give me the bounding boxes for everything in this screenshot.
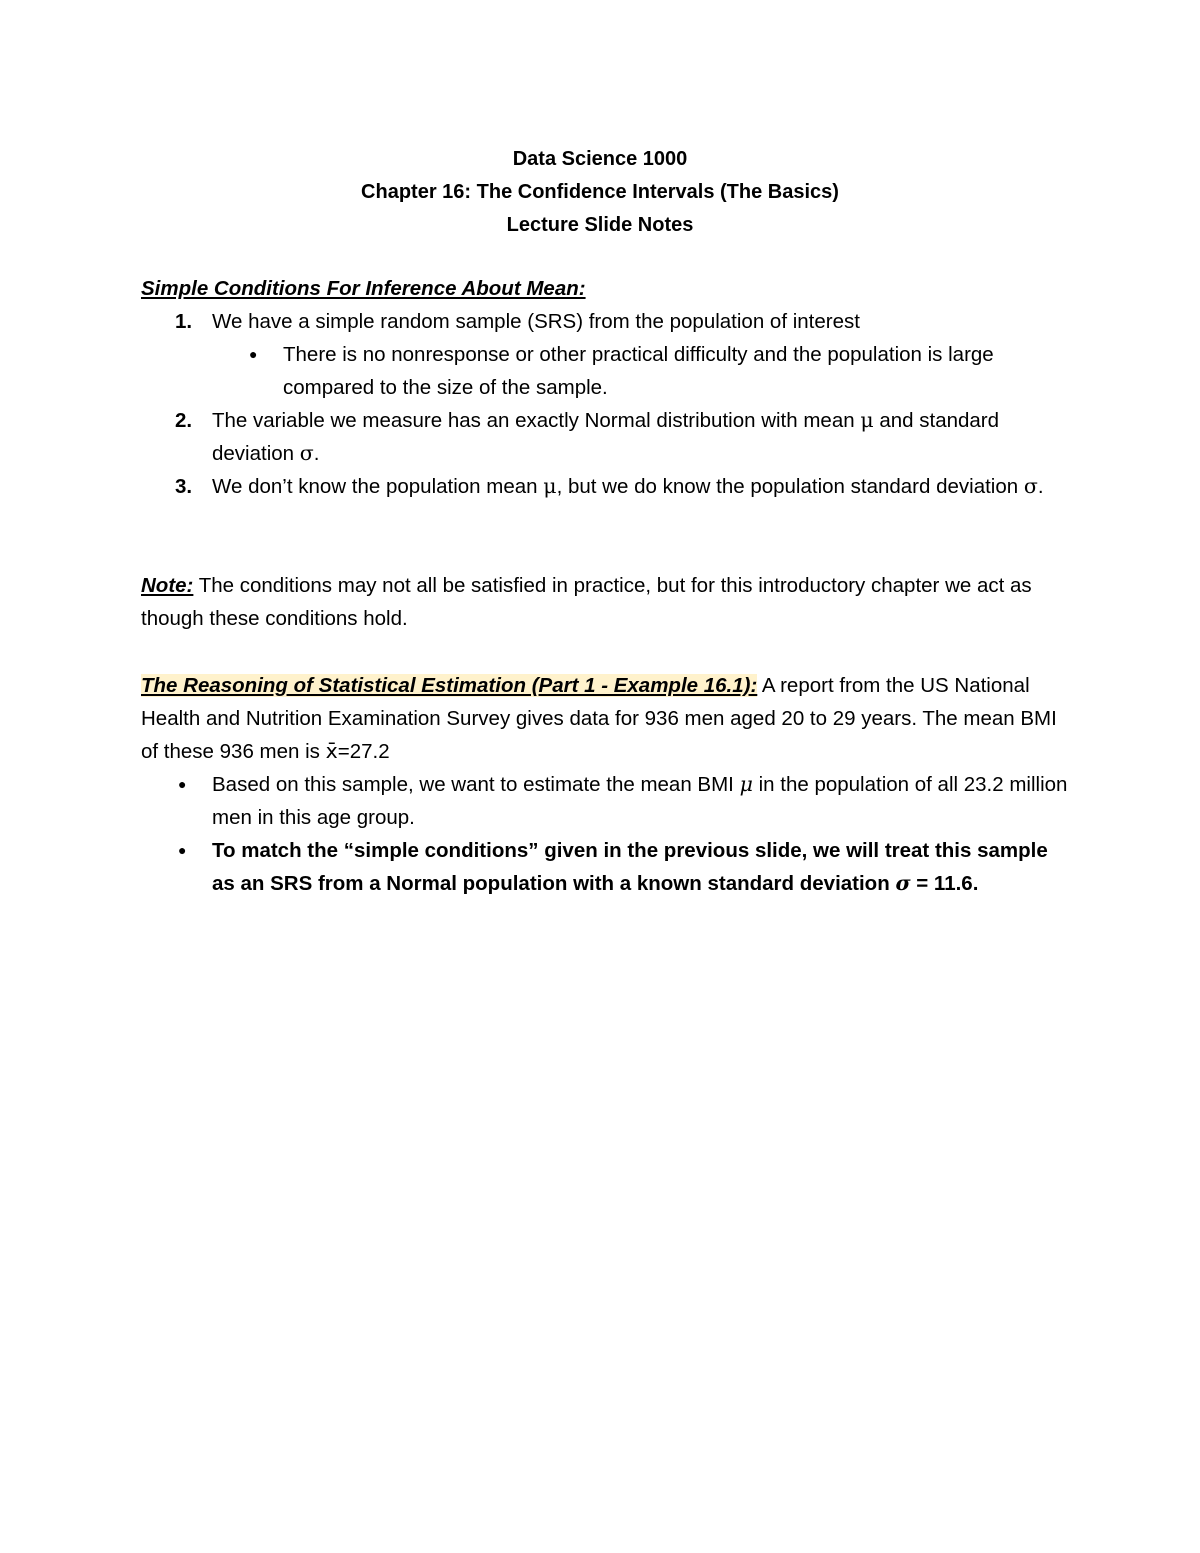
mu-symbol: μ [543,474,557,498]
conditions-list [141,305,1071,503]
sigma-symbol: σ [1023,474,1038,498]
conditions-heading: Simple Conditions For Inference About Mean: [141,277,586,300]
conditions-section [141,272,1071,503]
note-text: The conditions may not all be satisfied in practice, but for this introductory chapter we act as though these conditions hold. [141,574,1032,630]
condition-text-part: , but we do know the population standard deviation [556,475,1024,498]
note-paragraph [141,569,1071,635]
example-bullet-item [141,768,1071,834]
note-label: Note: [141,574,194,597]
condition-item-1 [141,305,1071,404]
mu-symbol: μ [860,408,874,432]
condition-number: 3. [175,475,193,498]
notes-subtitle: Lecture Slide Notes [506,214,694,236]
sigma-symbol: σ [895,871,911,895]
condition-sublist [212,338,1071,404]
condition-number: 1. [175,310,193,333]
bullet-icon: ● [178,776,187,792]
example-heading: The Reasoning of Statistical Estimation (Part 1 - Example 16.1): [141,674,758,697]
condition-text-part: The variable we measure has an exactly Normal distribution with mean [212,409,861,432]
mu-symbol: μ [739,772,753,796]
chapter-title: Chapter 16: The Confidence Intervals (The Basics) [361,181,839,203]
condition-subitem-text: There is no nonresponse or other practical difficulty and the population is large compared to the size of the sample. [283,343,994,399]
example-intro-value: =27.2 [337,740,390,763]
condition-item-3 [141,470,1071,503]
condition-text: We have a simple random sample (SRS) from the population of interest [212,310,860,333]
condition-text-part: We don’t know the population mean [212,475,544,498]
xbar-symbol: x̄ [325,739,338,763]
condition-text-part: . [1037,475,1044,498]
condition-text-part: and standard deviation [212,409,1000,465]
example-bullet-text: To match the “simple conditions” given in the previous slide, we will treat this sample as an SRS from a Normal population with a known standard deviation [212,839,1048,895]
example-bullet-text: in the population of all 23.2 million men in this age group. [212,773,1068,829]
condition-item-2 [141,404,1071,470]
document-header [0,143,1200,242]
condition-number: 2. [175,409,193,432]
bullet-icon: ● [249,346,258,362]
condition-text-part: . [313,442,320,465]
example-bullet-text: Based on this sample, we want to estimate the mean BMI [212,773,740,796]
example-bullet-list [141,768,1071,900]
example-intro [141,669,1071,768]
course-title: Data Science 1000 [512,148,688,170]
sigma-symbol: σ [299,441,314,465]
bullet-icon: ● [178,842,187,858]
example-intro-text: A report from the US National Health and Nutrition Examination Survey gives data for 936 men aged 20 to 29 years. The mean BMI of these 936 men is [141,674,1057,763]
example-bullet-item [141,834,1071,900]
example-section [141,669,1071,900]
example-bullet-text: = 11.6. [910,872,979,895]
condition-subitem [212,338,1071,404]
